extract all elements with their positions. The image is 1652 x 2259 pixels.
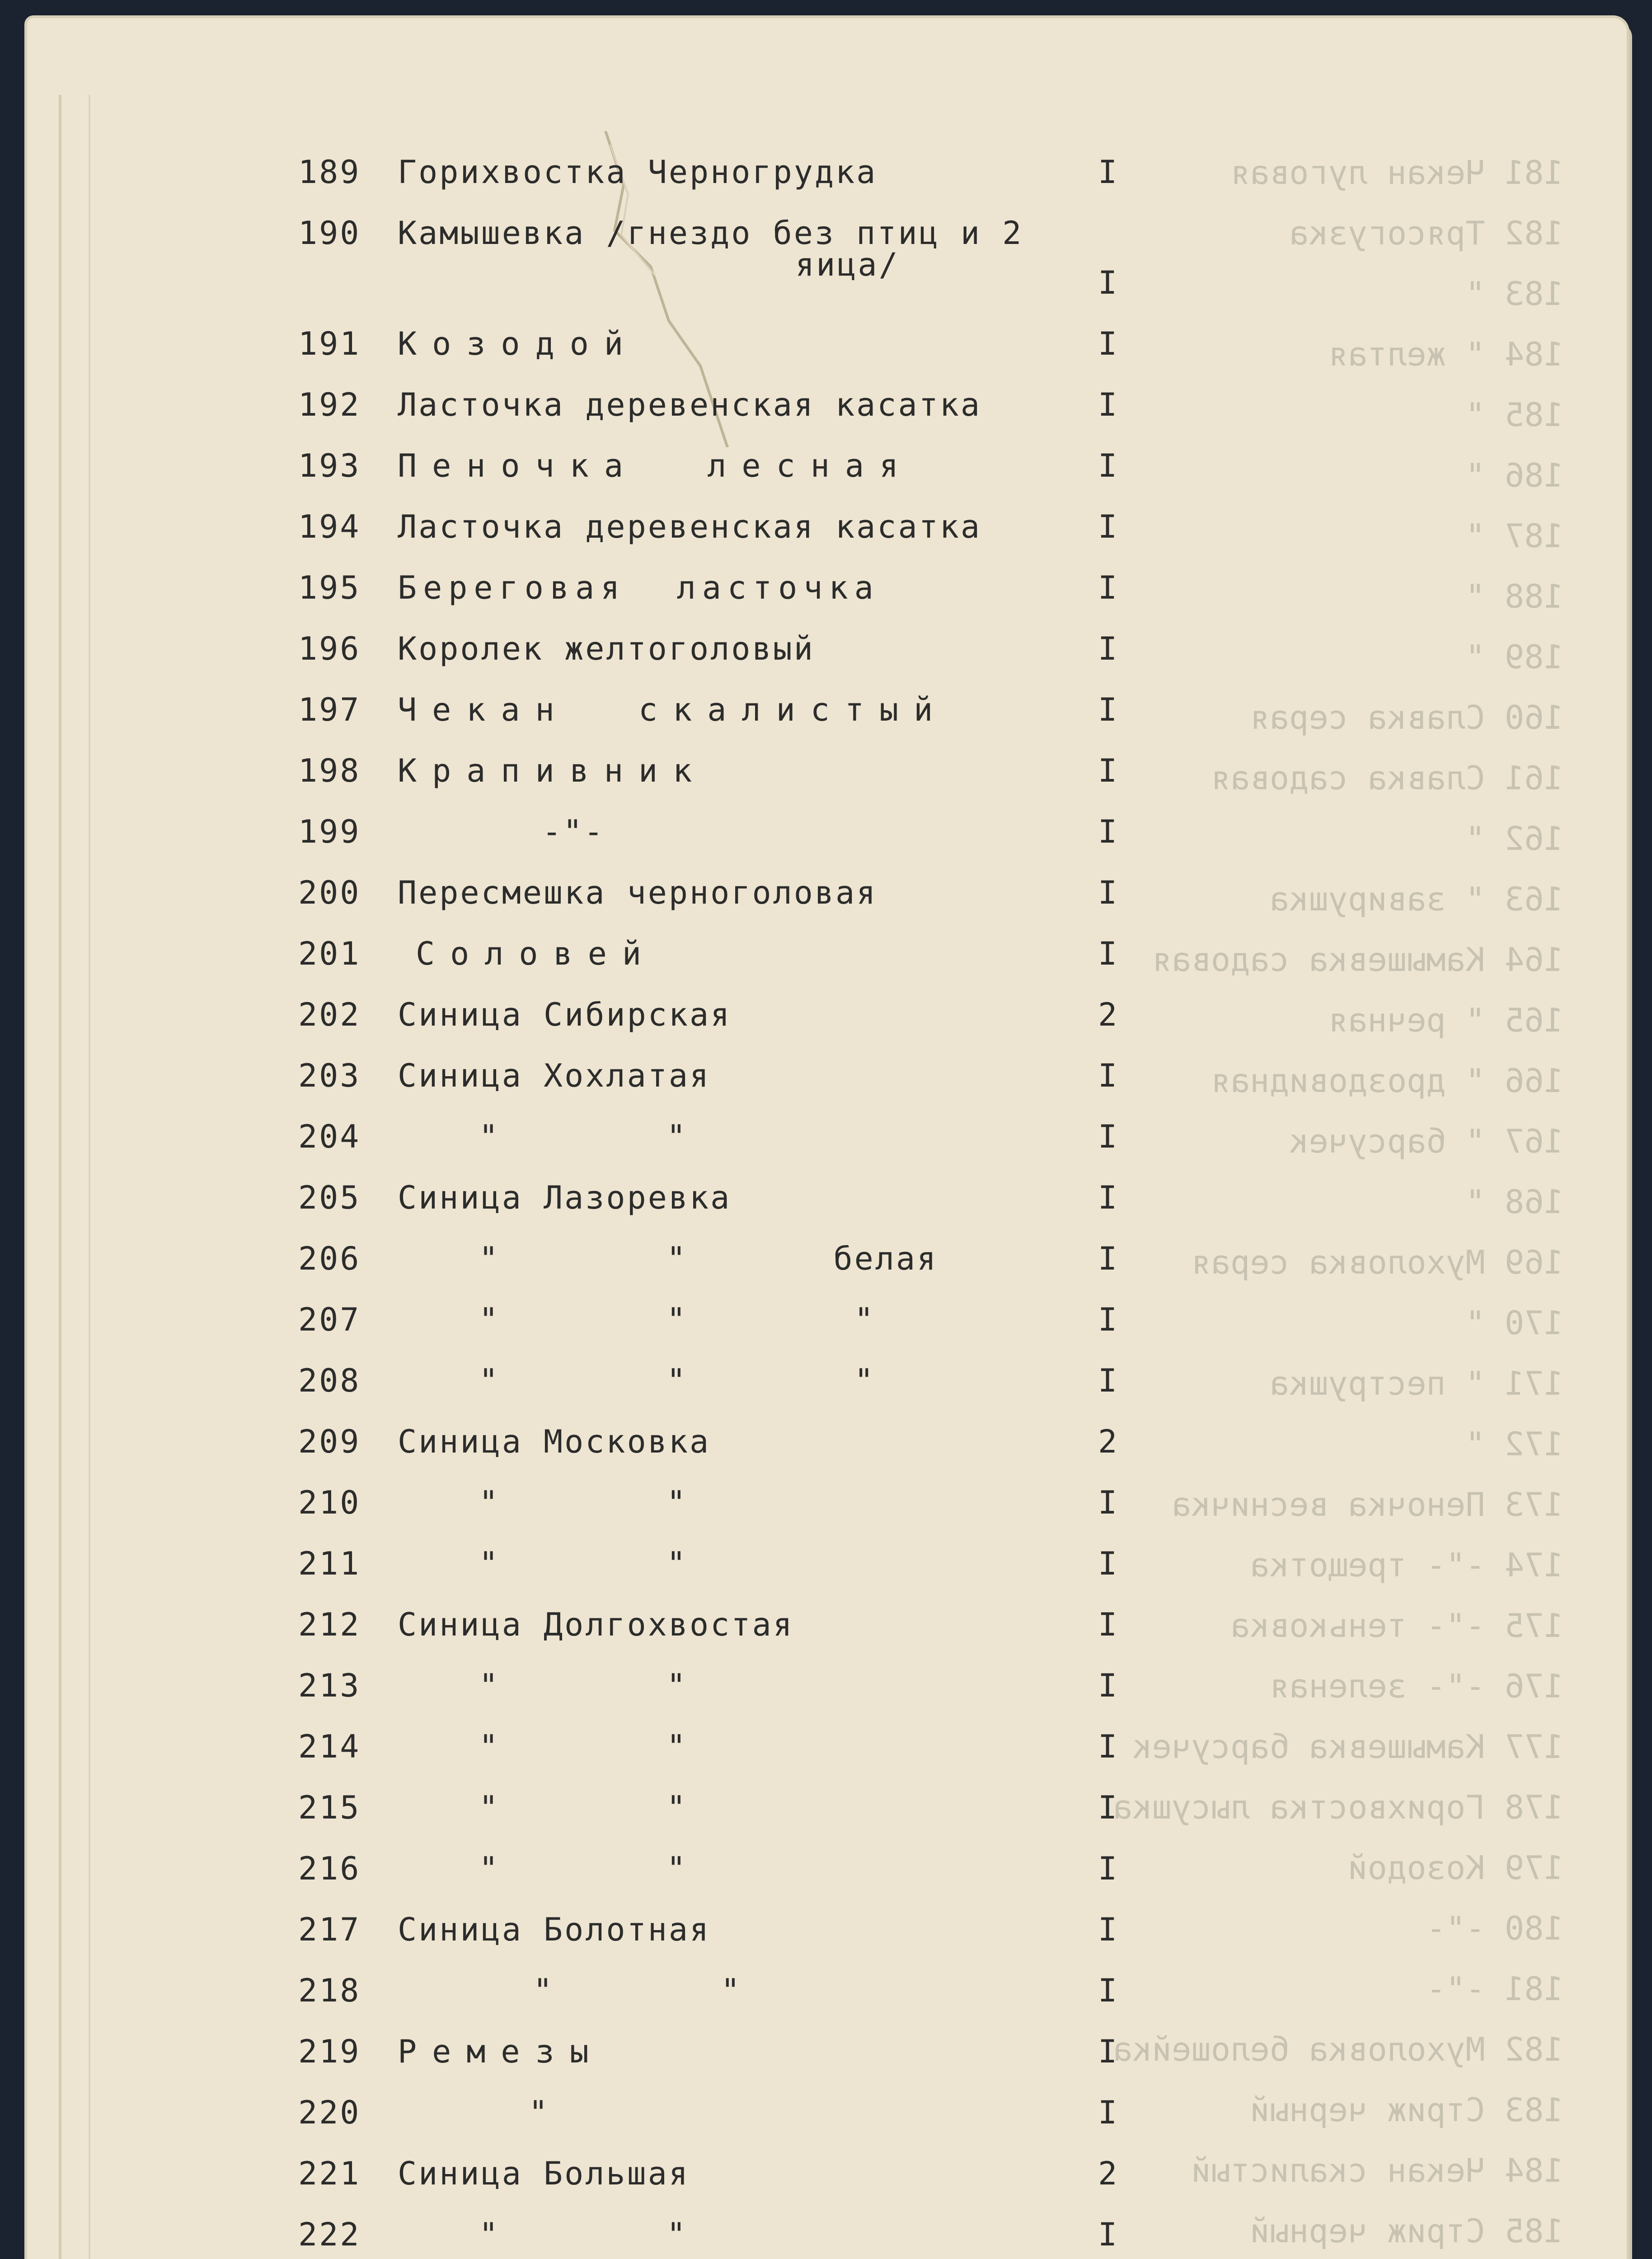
entry-quantity: I [1098, 1362, 1119, 1399]
entry-row [27, 996, 1627, 1050]
entry-quantity: I [1098, 508, 1119, 545]
entry-row [27, 752, 1627, 806]
entry-number: 189 [298, 154, 361, 191]
entry-row [27, 154, 1627, 208]
entry-row [27, 1606, 1627, 1660]
entry-quantity: I [1098, 569, 1119, 606]
entry-quantity: I [1098, 264, 1119, 301]
entry-name: " " [479, 1728, 688, 1765]
entry-row [27, 1179, 1627, 1233]
entry-row [27, 935, 1627, 989]
entry-row [27, 1484, 1627, 1538]
entry-quantity: 2 [1098, 2155, 1119, 2192]
entry-name: " [529, 2094, 550, 2131]
entry-number: 205 [298, 1179, 361, 1216]
entry-quantity: I [1098, 1606, 1119, 1643]
entry-number: 194 [298, 508, 361, 545]
entry-name: Синица Лазоревка [398, 1179, 732, 1216]
entry-row [27, 569, 1627, 623]
entry-number: 217 [298, 1911, 361, 1948]
entry-name-continuation: яица/ [795, 246, 900, 283]
entry-name: Синица Большая [398, 2155, 690, 2192]
entry-name: -"- [542, 813, 605, 850]
entry-number: 203 [298, 1057, 361, 1094]
entry-number: 207 [298, 1301, 361, 1338]
entry-quantity: I [1098, 1484, 1119, 1521]
entry-quantity: I [1098, 691, 1119, 728]
entry-row [27, 1240, 1627, 1294]
entry-quantity: I [1098, 154, 1119, 191]
entry-quantity: I [1098, 1057, 1119, 1094]
entry-number: 221 [298, 2155, 361, 2192]
entry-row [27, 1789, 1627, 1843]
entry-name: " " [533, 1972, 742, 2009]
entry-number: 198 [298, 752, 361, 789]
bleed-through-text: 181 Чекан луговая 182 Трясогузка 183 " 184 " желтая 185 " 186 " 187 " 188 " 189 " 160 Славка серая 161 Славка садовая 162 " 163 " завирушка 164 Камышевка садовая 165 " речная 166 " дроздовидная 167 " барсучек 168 " 169 Мухоловка серая 170 " 171 " пеструшка 172 " 173 Пеночка весничка 174 -"- трещотка 175 -"- теньковка 176 -"- зеленая 177 Камышевка барсучек 178 Горихвостка лысушка 179 Козодой 180 -"- 181 -"- 182 Мухоловка белошейка 183 Стриж черный 184 Чекан скалистый 185 Стриж черный [1113, 154, 1563, 2250]
entry-row [27, 1850, 1627, 1904]
entry-name: Королек желтоголовый [398, 630, 815, 667]
entry-row [27, 813, 1627, 867]
entry-number: 190 [298, 215, 361, 252]
entry-name: Синица Московка [398, 1423, 711, 1460]
entry-number: 209 [298, 1423, 361, 1460]
entry-row [27, 1667, 1627, 1721]
entry-name: " " [479, 1789, 688, 1826]
entry-number: 199 [298, 813, 361, 850]
entry-name: Береговая ласточка [398, 569, 880, 606]
entry-number: 202 [298, 996, 361, 1033]
entry-name: Синица Сибирская [398, 996, 732, 1033]
entry-name: Синица Долгохвостая [398, 1606, 794, 1643]
entry-name: Соловей [416, 935, 657, 972]
entry-row [27, 1057, 1627, 1111]
entry-name: Синица Болотная [398, 1911, 711, 1948]
entry-row [27, 447, 1627, 501]
entry-number: 201 [298, 935, 361, 972]
entry-row [27, 325, 1627, 380]
entry-quantity: I [1098, 1972, 1119, 2009]
entry-row [27, 874, 1627, 928]
entry-name: " " [479, 1850, 688, 1887]
entry-quantity: I [1098, 1667, 1119, 1704]
entry-name: Ласточка деревенская касатка [398, 386, 982, 423]
entry-name: Ласточка деревенская касатка [398, 508, 982, 545]
entry-name: Пеночка лесная [398, 447, 914, 484]
entry-row [27, 1972, 1627, 2026]
entry-quantity: 2 [1098, 1423, 1119, 1460]
entry-quantity: I [1098, 1118, 1119, 1155]
entry-row [27, 215, 1627, 301]
entry-number: 213 [298, 1667, 361, 1704]
entry-number: 218 [298, 1972, 361, 2009]
entry-number: 214 [298, 1728, 361, 1765]
entry-quantity: I [1098, 2094, 1119, 2131]
entry-row [27, 630, 1627, 684]
entry-row [27, 2216, 1627, 2259]
entry-name: Ремезы [398, 2033, 604, 2070]
entry-quantity: I [1098, 1911, 1119, 1948]
entry-row [27, 2094, 1627, 2148]
entry-quantity: I [1098, 813, 1119, 850]
entry-name: " " [479, 1545, 688, 1582]
entry-number: 222 [298, 2216, 361, 2253]
entry-name: " " [479, 1118, 688, 1155]
entry-name: Синица Хохлатая [398, 1057, 711, 1094]
entry-number: 195 [298, 569, 361, 606]
entry-name: " " белая [479, 1240, 938, 1277]
entry-quantity: I [1098, 325, 1119, 362]
entry-quantity: I [1098, 447, 1119, 484]
entry-quantity: I [1098, 1240, 1119, 1277]
entry-row [27, 1301, 1627, 1355]
entry-number: 208 [298, 1362, 361, 1399]
entry-row [27, 1545, 1627, 1599]
entry-row [27, 1362, 1627, 1416]
entry-number: 215 [298, 1789, 361, 1826]
entry-row [27, 1911, 1627, 1965]
entry-name: " " " [479, 1362, 875, 1399]
entry-name: Горихвостка Черногрудка [398, 154, 878, 191]
entry-row [27, 2033, 1627, 2087]
entry-row [27, 2155, 1627, 2209]
entry-number: 197 [298, 691, 361, 728]
entry-quantity: I [1098, 752, 1119, 789]
entry-number: 212 [298, 1606, 361, 1643]
entry-name: " " [479, 1667, 688, 1704]
entry-name: Крапивник [398, 752, 708, 789]
entry-number: 216 [298, 1850, 361, 1887]
entry-number: 200 [298, 874, 361, 911]
entry-number: 192 [298, 386, 361, 423]
entry-row [27, 1728, 1627, 1782]
entry-row [27, 508, 1627, 562]
entry-number: 220 [298, 2094, 361, 2131]
entry-row [27, 691, 1627, 745]
entry-row [27, 386, 1627, 441]
entry-number: 196 [298, 630, 361, 667]
entry-name: " " " [479, 1301, 875, 1338]
entry-name: Камышевка /гнездо без птиц и 2 [398, 215, 1023, 252]
entry-name: " " [479, 2216, 688, 2253]
entry-number: 210 [298, 1484, 361, 1521]
entry-name: Козодой [398, 325, 639, 362]
entry-quantity: I [1098, 2216, 1119, 2253]
entry-quantity: I [1098, 2033, 1119, 2070]
entry-number: 211 [298, 1545, 361, 1582]
entry-quantity: I [1098, 874, 1119, 911]
entry-quantity: 2 [1098, 996, 1119, 1033]
entry-quantity: I [1098, 386, 1119, 423]
entry-quantity: I [1098, 935, 1119, 972]
entry-quantity: I [1098, 1301, 1119, 1338]
entry-row [27, 1423, 1627, 1477]
entry-name: Чекан скалистый [398, 691, 948, 728]
entry-quantity: I [1098, 630, 1119, 667]
entry-number: 206 [298, 1240, 361, 1277]
entry-name: " " [479, 1484, 688, 1521]
entry-quantity: I [1098, 1728, 1119, 1765]
entry-quantity: I [1098, 1545, 1119, 1582]
entry-quantity: I [1098, 1789, 1119, 1826]
entry-number: 204 [298, 1118, 361, 1155]
document-page [27, 18, 1627, 2259]
entry-name: Пересмешка черноголовая [398, 874, 878, 911]
entry-quantity: I [1098, 1850, 1119, 1887]
entry-quantity: I [1098, 1179, 1119, 1216]
entry-number: 193 [298, 447, 361, 484]
entry-number: 191 [298, 325, 361, 362]
entry-row [27, 1118, 1627, 1172]
entry-number: 219 [298, 2033, 361, 2070]
